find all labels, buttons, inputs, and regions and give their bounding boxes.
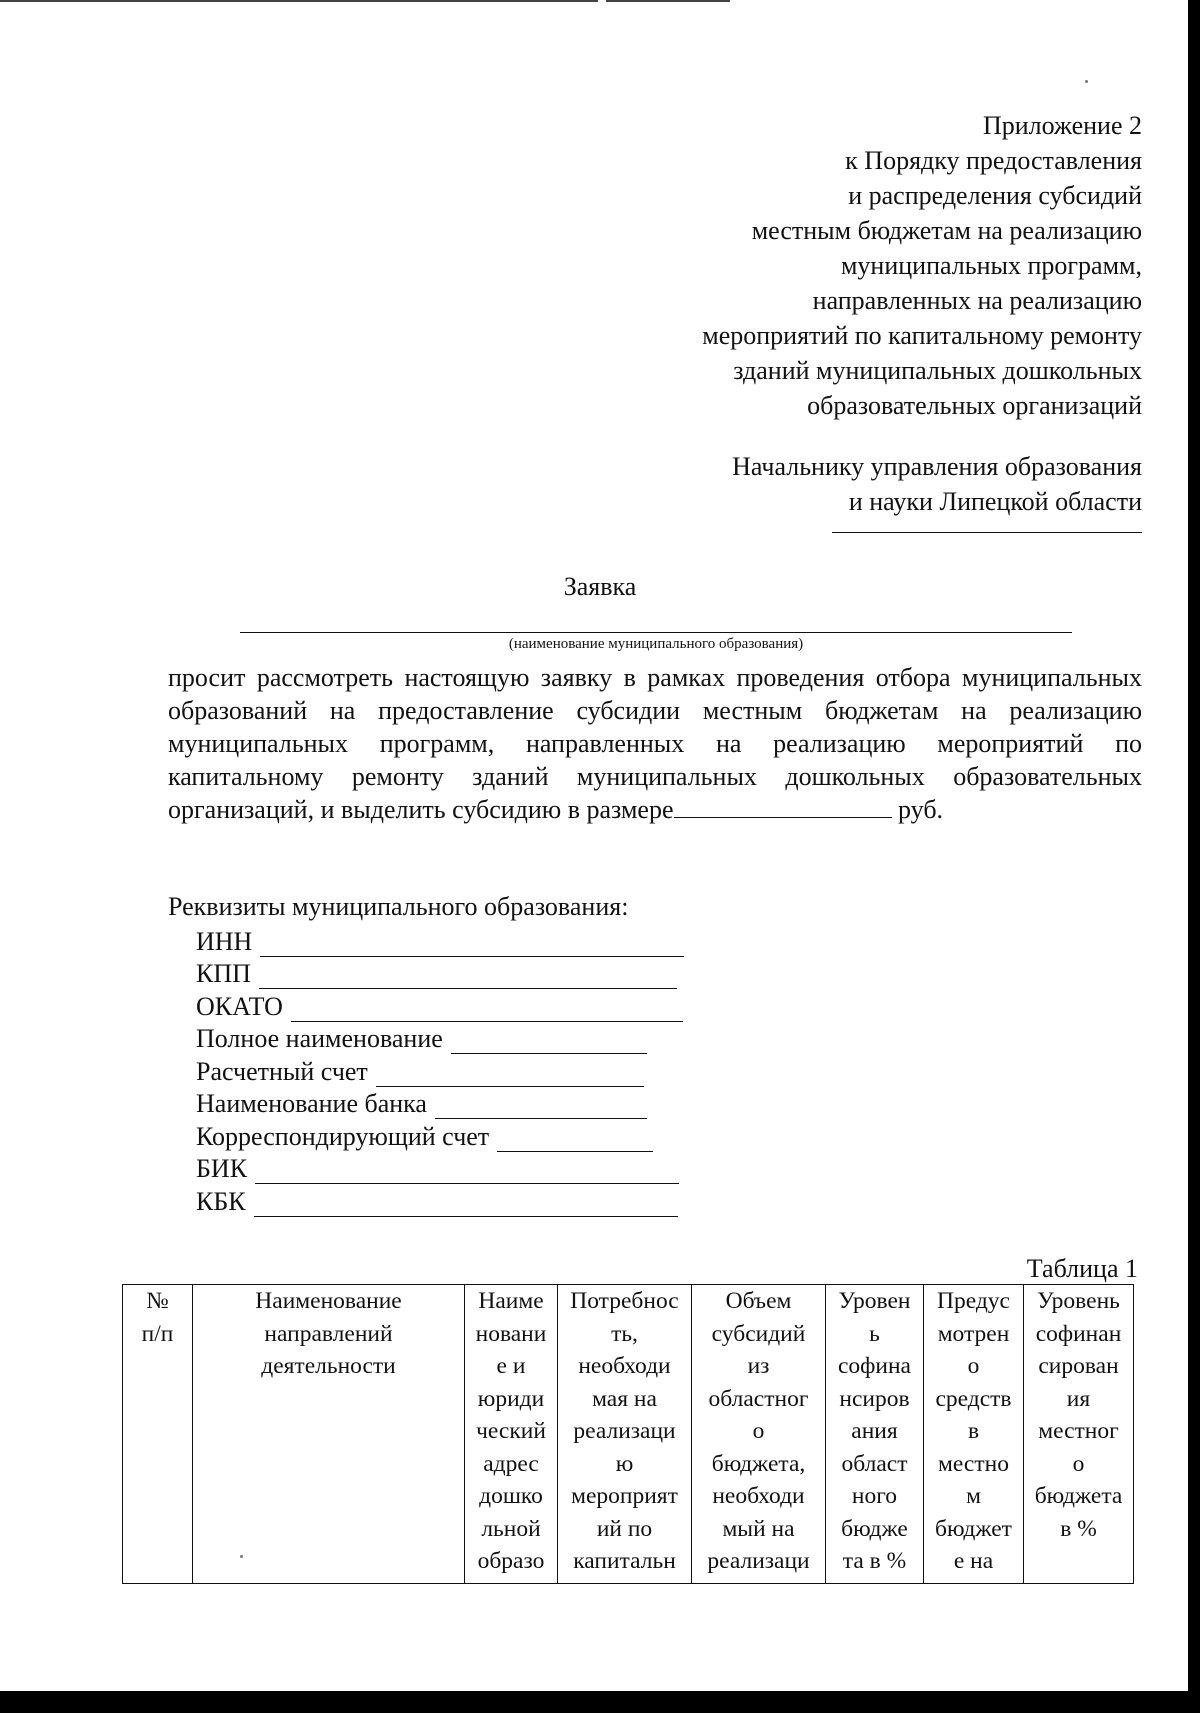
table-header-text: реализаци: [707, 1548, 810, 1574]
requisite-label: КПП: [196, 959, 251, 988]
table-header-cell: [692, 1285, 826, 1584]
amount-prefix: размере: [586, 795, 674, 824]
requisite-row: [196, 924, 716, 957]
table-header-text: м: [966, 1483, 981, 1509]
table-header-text: бюджета: [1034, 1483, 1123, 1509]
table-header-text: адрес: [483, 1450, 539, 1477]
table-header-cell: [924, 1285, 1024, 1584]
scan-frame-bottom: [0, 1691, 1200, 1713]
table-header-text: необходи: [712, 1483, 805, 1509]
table-header-text: деятельности: [261, 1353, 396, 1379]
requisite-label: Корреспондирующий счет: [196, 1121, 490, 1151]
requisites-title: Реквизиты муниципального образования:: [168, 892, 629, 921]
table-header-text: сирован: [1038, 1353, 1119, 1379]
table-header-text: из: [747, 1353, 770, 1379]
table-header-text: в: [967, 1418, 980, 1444]
application-table: [122, 1284, 1134, 1584]
appendix-line: направленных на реализацию: [812, 286, 1142, 315]
addressee-line: Начальнику управления образования: [732, 452, 1142, 481]
table-header-text: п/п: [141, 1320, 174, 1347]
table-header-cell: [1024, 1285, 1134, 1584]
appendix-line: мероприятий по капитальному ремонту: [702, 321, 1142, 350]
requisite-row: [196, 1087, 716, 1120]
requisite-row: [196, 1184, 716, 1217]
table-header-text: юриди: [477, 1385, 545, 1412]
table-header-text: ческий: [476, 1418, 546, 1444]
table-header-text: бюджета,: [711, 1450, 806, 1477]
table-header-text: мотрен: [937, 1320, 1010, 1347]
table-header-text: местног: [1038, 1418, 1119, 1444]
requisite-blank[interactable]: [255, 1161, 679, 1184]
scan-frame-right: [1188, 0, 1200, 1713]
appendix-line: муниципальных программ,: [840, 251, 1142, 280]
addressee-signature-blank[interactable]: [832, 532, 1142, 533]
appendix-line: и распределения субсидий: [848, 181, 1142, 210]
table-header-text: мероприят: [571, 1483, 678, 1509]
table-header-text: е и: [496, 1353, 526, 1379]
table-header-text: льной: [481, 1515, 541, 1542]
table-header-text: о: [752, 1418, 765, 1444]
scan-speck: [1085, 80, 1088, 83]
requisite-label: ИНН: [196, 926, 253, 956]
table-header-text: Потребнос: [570, 1288, 679, 1314]
appendix-line: образовательных организаций: [807, 391, 1142, 420]
requisite-row: [196, 1119, 716, 1152]
municipality-name-caption: (наименование муниципального образования): [508, 636, 804, 652]
table-header-text: капитальн: [573, 1548, 676, 1574]
requisite-label: Наименование банка: [196, 1089, 427, 1118]
table-header-text: нсиров: [839, 1385, 910, 1412]
table-header-text: ть,: [611, 1320, 638, 1347]
table-header-text: средств: [935, 1385, 1012, 1412]
table-header-text: №: [146, 1288, 169, 1314]
document-title: Заявка: [563, 572, 637, 601]
table-caption: Таблица 1: [1026, 1254, 1138, 1283]
appendix-header: [542, 108, 1142, 519]
requisites-list: [196, 924, 716, 1217]
requisite-blank[interactable]: [291, 999, 683, 1022]
table-header-text: ания: [851, 1418, 898, 1444]
requisite-row: [196, 1054, 716, 1087]
table-header-text: мый на: [722, 1515, 795, 1542]
requisite-blank[interactable]: [254, 1194, 678, 1217]
table-header-text: та в %: [842, 1548, 907, 1574]
table-header-cell: [465, 1285, 558, 1584]
table-header-text: бюджет: [935, 1515, 1012, 1542]
table-header-text: ия: [1066, 1385, 1091, 1412]
amount-blank[interactable]: [674, 793, 892, 818]
requisite-label: Полное наименование: [196, 1024, 443, 1053]
appendix-line: зданий муниципальных дошкольных: [733, 356, 1142, 385]
requisite-row: [196, 1022, 716, 1055]
table-header-text: ю: [615, 1450, 634, 1477]
table-header-text: ий по: [596, 1515, 653, 1542]
table-header-text: Предус: [937, 1288, 1010, 1314]
requisite-blank[interactable]: [451, 1031, 647, 1054]
table-header-text: област: [841, 1450, 908, 1477]
requisite-label: ОКАТО: [196, 991, 283, 1021]
table-header-text: е на: [953, 1548, 994, 1574]
table-header-row: [123, 1285, 1134, 1584]
requisite-blank[interactable]: [497, 1129, 653, 1152]
addressee-line: и науки Липецкой области: [848, 487, 1142, 516]
municipality-name-blank[interactable]: [240, 632, 1072, 633]
table-header-text: областног: [708, 1385, 809, 1412]
amount-suffix: руб.: [898, 795, 944, 824]
scan-top-rule-short: [606, 0, 730, 2]
table-header-text: новани: [475, 1320, 547, 1347]
requisite-blank[interactable]: [259, 966, 677, 989]
requisite-label: Расчетный счет: [196, 1056, 368, 1086]
appendix-line: местным бюджетам на реализацию: [751, 216, 1142, 245]
table-header-text: Уровень: [1037, 1288, 1120, 1314]
table-header-cell: [123, 1285, 193, 1584]
request-paragraph: [168, 661, 1142, 826]
requisite-row: [196, 957, 716, 990]
table-header-text: ного: [851, 1483, 898, 1509]
table-header-text: о: [1072, 1450, 1085, 1477]
table-header-text: Наиме: [478, 1288, 544, 1314]
requisite-label: КБК: [196, 1186, 246, 1216]
table-header-text: мая на: [592, 1385, 657, 1412]
table-header-text: софина: [838, 1353, 911, 1379]
requisite-blank[interactable]: [376, 1064, 644, 1087]
requisite-blank[interactable]: [435, 1096, 647, 1119]
table-header-text: направлений: [264, 1320, 393, 1347]
table-header-text: Объем: [725, 1288, 792, 1314]
table-header-text: бюдже: [841, 1515, 908, 1542]
scan-top-rule: [0, 0, 598, 2]
appendix-line: Приложение 2: [982, 111, 1142, 140]
table-header-text: местно: [938, 1450, 1009, 1477]
table-header-text: Уровен: [838, 1288, 911, 1314]
table-header-text: в %: [1060, 1515, 1097, 1542]
requisite-blank[interactable]: [260, 934, 684, 957]
table-header-text: дошко: [479, 1483, 543, 1509]
requisite-label: БИК: [196, 1154, 248, 1183]
table-header-cell: [193, 1285, 465, 1584]
table-header-text: необходи: [578, 1353, 671, 1379]
requisite-row: [196, 989, 716, 1022]
requisite-row: [196, 1152, 716, 1185]
table-header-text: о: [967, 1353, 980, 1379]
appendix-line: к Порядку предоставления: [845, 146, 1142, 175]
table-header-text: ь: [869, 1320, 880, 1347]
table-header-cell: [826, 1285, 924, 1584]
table-header-text: реализаци: [573, 1418, 676, 1444]
table-header-text: Наименование: [255, 1288, 402, 1314]
request-text: просит рассмотреть настоящую заявку в рамках проведения отбора муниципальных образований на предоставление субсидии местным бюджетам на реализацию муниципальных программ, направленных на реализацию мероприятий по капитальному ремонту зданий муниципальных дошкольных образовательных организаций, и выделить субсидию в: [168, 663, 1142, 824]
table-header-cell: [558, 1285, 692, 1584]
table-header-text: софинан: [1035, 1320, 1122, 1347]
table-header-text: образо: [477, 1548, 545, 1574]
table-header-text: субсидий: [711, 1320, 806, 1347]
